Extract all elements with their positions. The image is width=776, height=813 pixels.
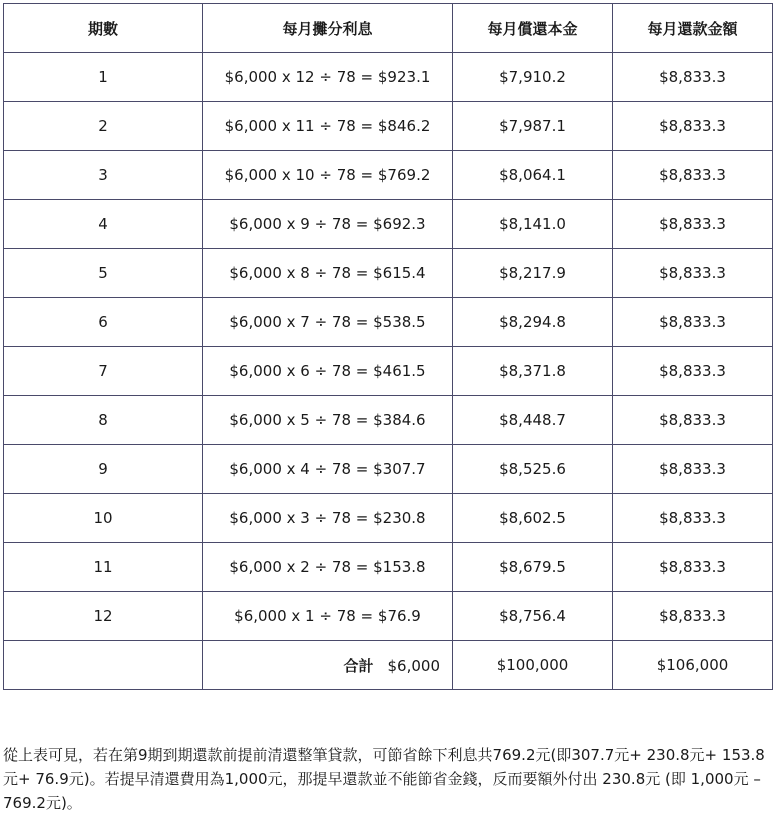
cell-principal: $8,448.7 xyxy=(453,396,613,445)
total-row xyxy=(4,641,773,690)
total-interest: $6,000 xyxy=(387,656,440,675)
cell-payment: $8,833.3 xyxy=(613,347,773,396)
cell-period: 6 xyxy=(4,298,203,347)
table-row xyxy=(4,396,773,445)
cell-interest: $6,000 x 4 ÷ 78 = $307.7 xyxy=(203,445,453,494)
cell-interest: $6,000 x 10 ÷ 78 = $769.2 xyxy=(203,151,453,200)
cell-period: 11 xyxy=(4,543,203,592)
cell-interest: $6,000 x 1 ÷ 78 = $76.9 xyxy=(203,592,453,641)
header-interest: 每月攤分利息 xyxy=(203,4,453,53)
cell-period: 9 xyxy=(4,445,203,494)
cell-principal: $8,371.8 xyxy=(453,347,613,396)
repayment-table xyxy=(3,3,773,690)
table-footer xyxy=(4,641,773,690)
header-period: 期數 xyxy=(4,4,203,53)
cell-payment: $8,833.3 xyxy=(613,494,773,543)
cell-principal: $8,294.8 xyxy=(453,298,613,347)
table-header xyxy=(4,4,773,53)
table-body xyxy=(4,53,773,641)
table-row xyxy=(4,249,773,298)
cell-principal: $8,141.0 xyxy=(453,200,613,249)
total-principal: $100,000 xyxy=(453,641,613,690)
cell-interest: $6,000 x 3 ÷ 78 = $230.8 xyxy=(203,494,453,543)
cell-period: 2 xyxy=(4,102,203,151)
header-payment: 每月還款金額 xyxy=(613,4,773,53)
table-row xyxy=(4,200,773,249)
cell-payment: $8,833.3 xyxy=(613,445,773,494)
table-row xyxy=(4,494,773,543)
cell-principal: $8,525.6 xyxy=(453,445,613,494)
cell-payment: $8,833.3 xyxy=(613,249,773,298)
total-label: 合計 xyxy=(343,656,374,675)
cell-principal: $8,217.9 xyxy=(453,249,613,298)
cell-payment: $8,833.3 xyxy=(613,543,773,592)
cell-interest: $6,000 x 5 ÷ 78 = $384.6 xyxy=(203,396,453,445)
cell-interest: $6,000 x 11 ÷ 78 = $846.2 xyxy=(203,102,453,151)
cell-period: 12 xyxy=(4,592,203,641)
cell-principal: $7,987.1 xyxy=(453,102,613,151)
cell-principal: $8,064.1 xyxy=(453,151,613,200)
total-empty-cell xyxy=(4,641,203,690)
cell-period: 7 xyxy=(4,347,203,396)
cell-principal: $8,602.5 xyxy=(453,494,613,543)
cell-principal: $7,910.2 xyxy=(453,53,613,102)
table-row xyxy=(4,151,773,200)
table-row xyxy=(4,445,773,494)
cell-period: 1 xyxy=(4,53,203,102)
cell-payment: $8,833.3 xyxy=(613,200,773,249)
cell-interest: $6,000 x 2 ÷ 78 = $153.8 xyxy=(203,543,453,592)
table-row xyxy=(4,543,773,592)
table-row xyxy=(4,592,773,641)
table-row xyxy=(4,298,773,347)
cell-interest: $6,000 x 8 ÷ 78 = $615.4 xyxy=(203,249,453,298)
cell-interest: $6,000 x 12 ÷ 78 = $923.1 xyxy=(203,53,453,102)
table-row xyxy=(4,53,773,102)
table-row xyxy=(4,347,773,396)
cell-payment: $8,833.3 xyxy=(613,592,773,641)
cell-interest: $6,000 x 9 ÷ 78 = $692.3 xyxy=(203,200,453,249)
total-interest-cell xyxy=(203,641,453,690)
cell-payment: $8,833.3 xyxy=(613,151,773,200)
cell-payment: $8,833.3 xyxy=(613,53,773,102)
cell-payment: $8,833.3 xyxy=(613,396,773,445)
cell-payment: $8,833.3 xyxy=(613,298,773,347)
header-row xyxy=(4,4,773,53)
cell-period: 4 xyxy=(4,200,203,249)
cell-period: 3 xyxy=(4,151,203,200)
table-row xyxy=(4,102,773,151)
cell-period: 8 xyxy=(4,396,203,445)
cell-period: 10 xyxy=(4,494,203,543)
cell-interest: $6,000 x 7 ÷ 78 = $538.5 xyxy=(203,298,453,347)
cell-period: 5 xyxy=(4,249,203,298)
total-payment: $106,000 xyxy=(613,641,773,690)
cell-principal: $8,756.4 xyxy=(453,592,613,641)
header-principal: 每月償還本金 xyxy=(453,4,613,53)
cell-principal: $8,679.5 xyxy=(453,543,613,592)
cell-interest: $6,000 x 6 ÷ 78 = $461.5 xyxy=(203,347,453,396)
explanation-paragraph: 從上表可見，若在第9期到期還款前提前清還整筆貸款，可節省餘下利息共769.2元(即307.7元+ 230.8元+ 153.8元+ 76.9元)。若提早清還費用為1,000元，那提早還款並不能節省金錢，反而要額外付出 230.8元 (即 1,000元 – 769.2元)。 xyxy=(3,746,765,812)
cell-payment: $8,833.3 xyxy=(613,102,773,151)
